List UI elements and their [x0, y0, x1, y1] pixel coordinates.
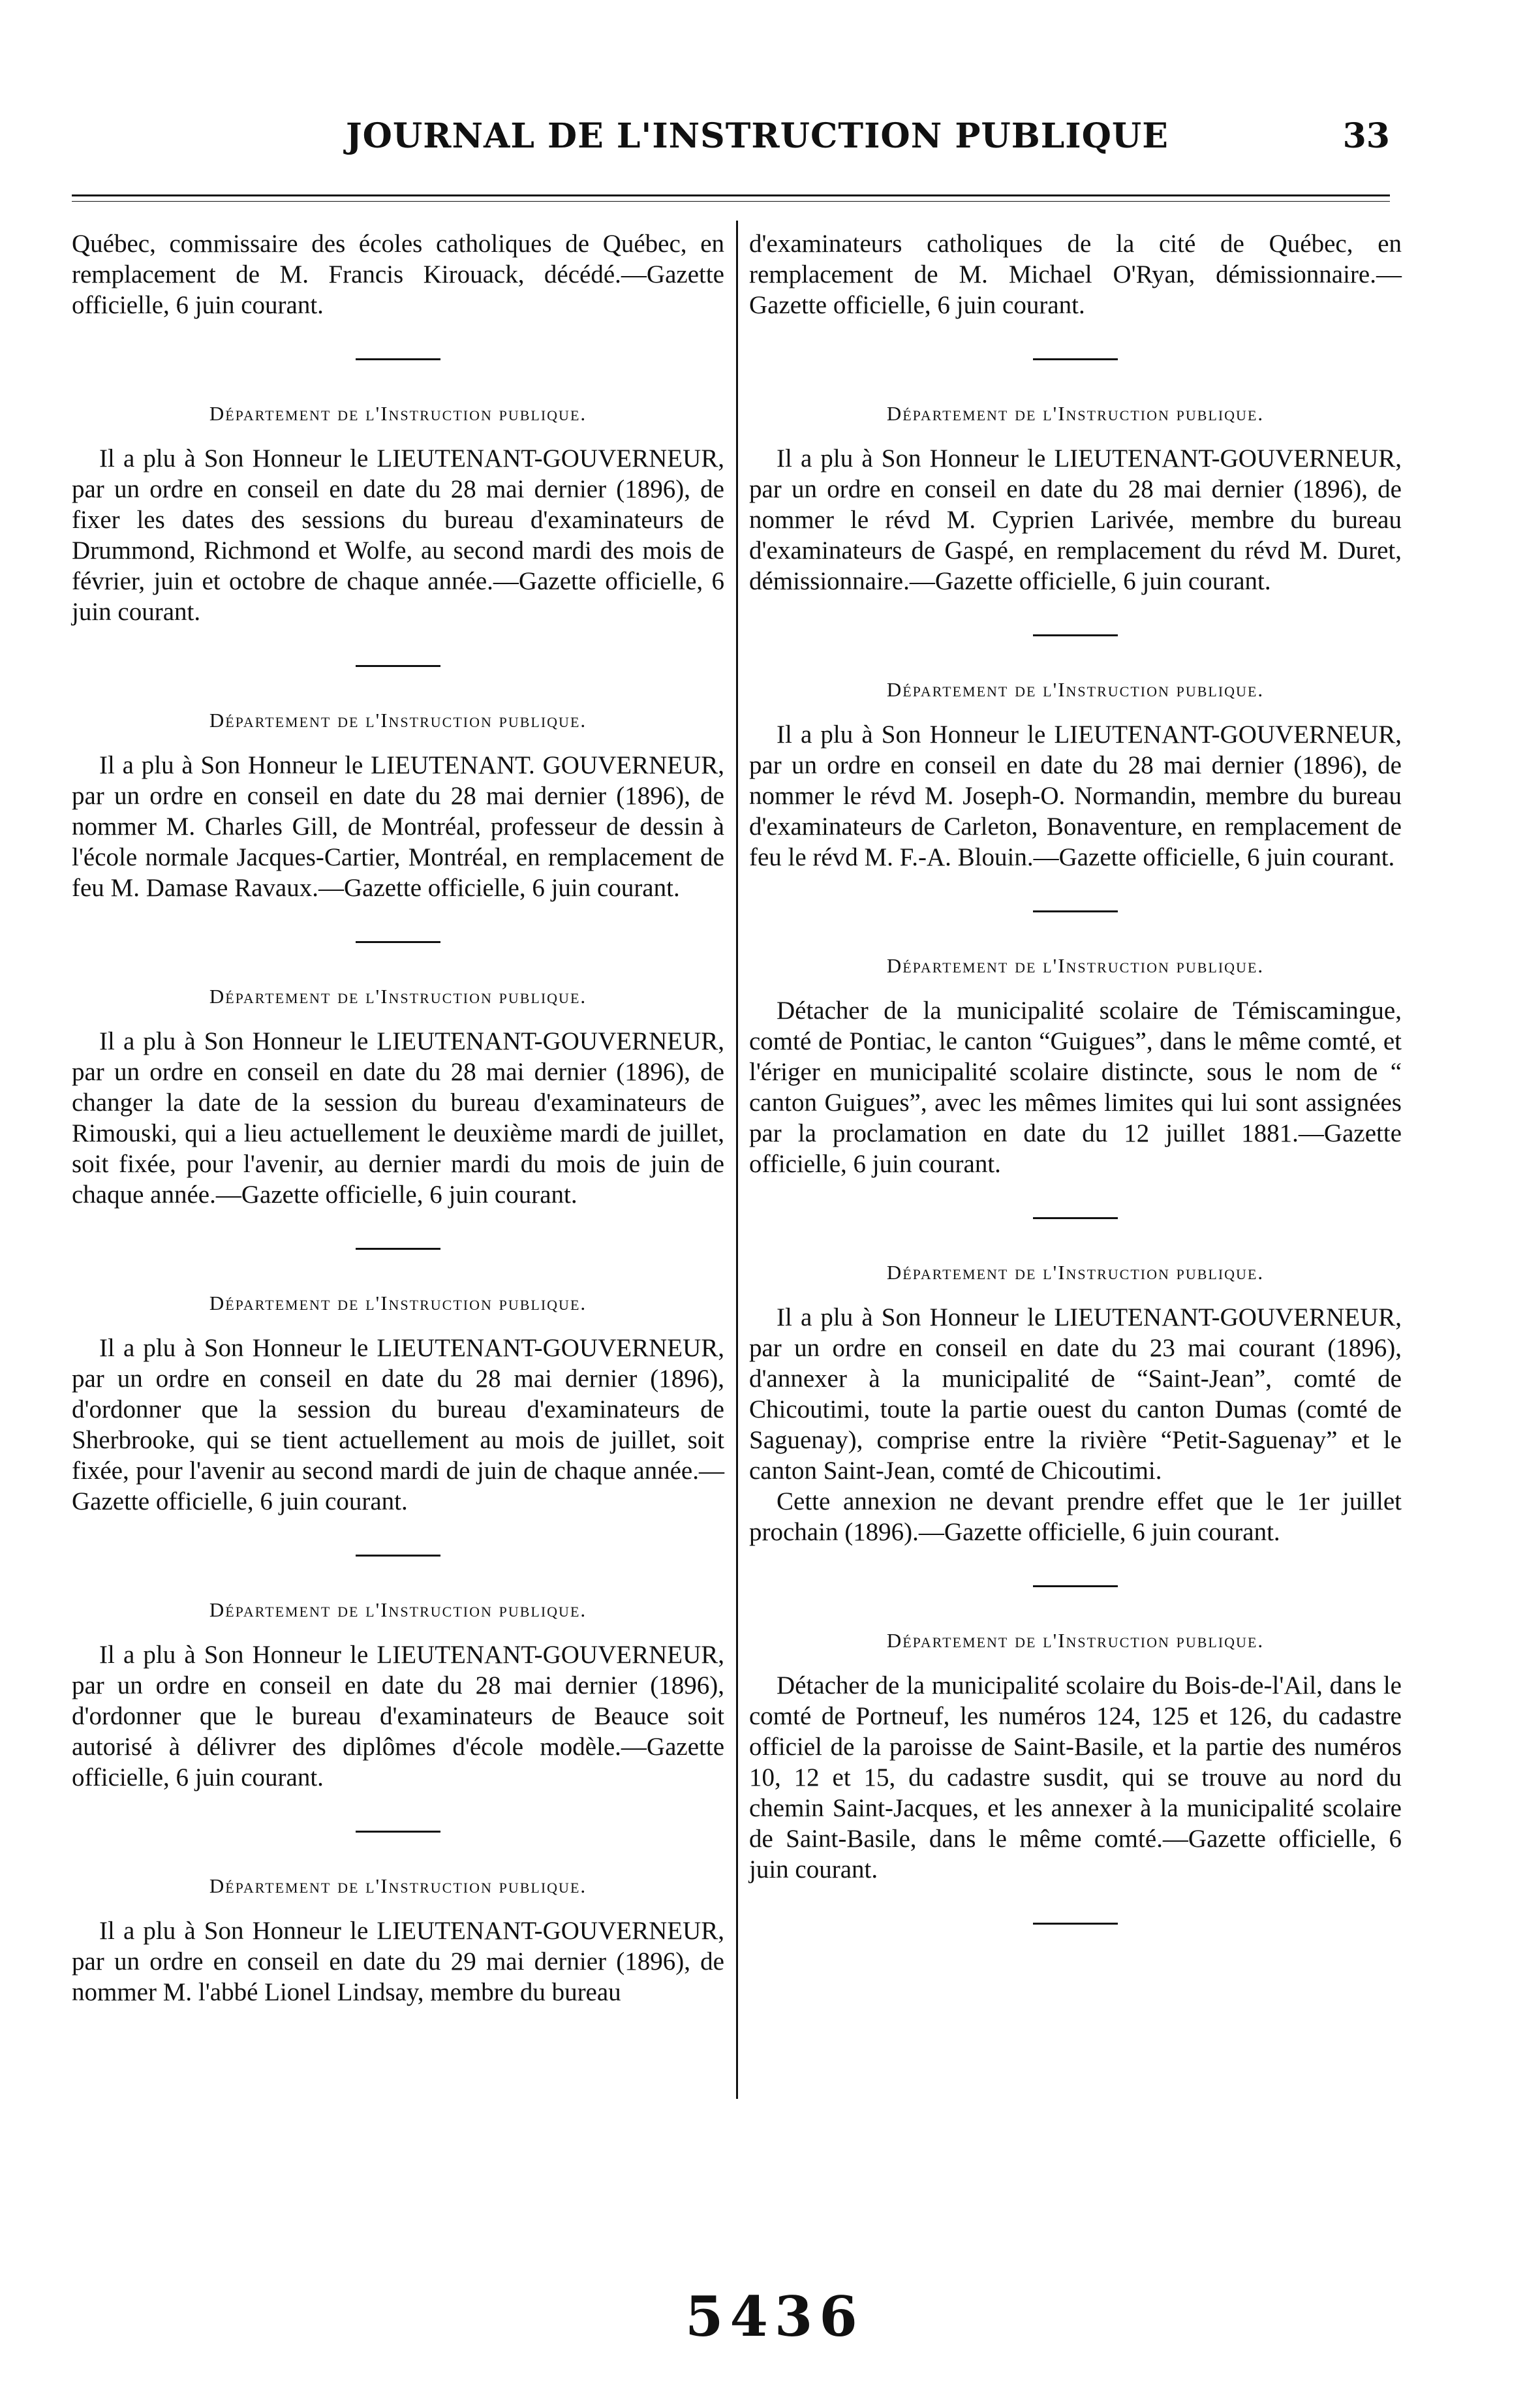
journal-title: JOURNAL DE L'INSTRUCTION PUBLIQUE	[346, 116, 1169, 156]
separator	[1033, 910, 1118, 912]
notice-paragraph: Il a plu à Son Honneur le LIEUTENANT-GOUVERNEUR, par un ordre en conseil en date du 29 mai dernier (1896), de nommer M. l'abbé Lionel Lindsay, membre du bureau	[72, 1917, 724, 2006]
notice-paragraph: Détacher de la municipalité scolaire du Bois-de-l'Ail, dans le comté de Portneuf, les numéros 124, 125 et 126, du cadastre officiel de la paroisse de Saint-Basile, et la partie des numéros 10, 12 et 15, du cadastre susdit, qui se trouve au nord du chemin Saint-Jacques, et les annexer à la municipalité scolaire de Saint-Basile, dans le même comté.—Gazette officielle, 6 juin courant.	[749, 1671, 1402, 1884]
column-divider	[736, 221, 738, 2099]
department-heading: Département de l'Instruction publique.	[209, 709, 587, 732]
notice-paragraph: Cette annexion ne devant prendre effet que le 1er juillet prochain (1896).—Gazette officielle, 6 juin courant.	[749, 1487, 1402, 1546]
notice-paragraph: Il a plu à Son Honneur le LIEUTENANT. GOUVERNEUR, par un ordre en conseil en date du 28 mai dernier (1896), de nommer M. Charles Gill, de Montréal, professeur de dessin à l'école normale Jacques-Cartier, Montréal, en remplacement de feu M. Damase Ravaux.—Gazette officielle, 6 juin courant.	[72, 751, 724, 902]
left-column	[72, 228, 724, 2008]
notice-paragraph: Il a plu à Son Honneur le LIEUTENANT-GOUVERNEUR, par un ordre en conseil en date du 28 mai dernier (1896), de fixer les dates des sessions du bureau d'examinateurs de Drummond, Richmond et Wolfe, au second mardi des mois de février, juin et octobre de chaque année.—Gazette officielle, 6 juin courant.	[72, 444, 724, 626]
notice-paragraph: d'examinateurs catholiques de la cité de Québec, en remplacement de M. Michael O'Ryan, démissionnaire.—Gazette officielle, 6 juin courant.	[749, 230, 1402, 319]
separator	[1033, 1923, 1118, 1925]
department-heading: Département de l'Instruction publique.	[209, 1292, 587, 1314]
separator	[356, 1248, 440, 1250]
notice-paragraph: Il a plu à Son Honneur le LIEUTENANT-GOUVERNEUR, par un ordre en conseil en date du 23 mai courant (1896), d'annexer à la municipalité de “Saint-Jean”, comté de Chicoutimi, toute la partie ouest du canton Dumas (comté de Saguenay), comprise entre la rivière “Petit-Saguenay” et le canton Saint-Jean, comté de Chicoutimi.	[749, 1303, 1402, 1485]
separator	[356, 358, 440, 360]
header-rule	[72, 194, 1390, 196]
separator	[356, 1831, 440, 1833]
separator	[356, 1555, 440, 1557]
separator	[1033, 634, 1118, 636]
department-heading: Département de l'Instruction publique.	[209, 1598, 587, 1621]
department-heading: Département de l'Instruction publique.	[209, 1874, 587, 1897]
department-heading: Département de l'Instruction publique.	[886, 678, 1265, 701]
notice-paragraph: Il a plu à Son Honneur le LIEUTENANT-GOUVERNEUR, par un ordre en conseil en date du 28 mai dernier (1896), de changer la date de la session du bureau d'examinateurs de Rimouski, qui a lieu actuellement le deuxième mardi de juillet, soit fixée, pour l'avenir, au dernier mardi du mois de juin de chaque année.—Gazette officielle, 6 juin courant.	[72, 1027, 724, 1209]
separator	[356, 941, 440, 943]
notice-paragraph: Il a plu à Son Honneur le LIEUTENANT-GOUVERNEUR, par un ordre en conseil en date du 28 mai dernier (1896), de nommer le révd M. Cyprien Larivée, membre du bureau d'examinateurs de Gaspé, en remplacement du révd M. Duret, démissionnaire.—Gazette officielle, 6 juin courant.	[749, 444, 1402, 595]
footer-page-number: 5436	[685, 2284, 864, 2349]
department-heading: Département de l'Instruction publique.	[209, 985, 587, 1008]
department-heading: Département de l'Instruction publique.	[886, 954, 1265, 977]
header-rule-thin	[72, 201, 1390, 202]
department-heading: Département de l'Instruction publique.	[209, 402, 587, 425]
notice-paragraph: Québec, commissaire des écoles catholiques de Québec, en remplacement de M. Francis Kirouack, décédé.—Gazette officielle, 6 juin courant.	[72, 230, 724, 319]
notice-paragraph: Il a plu à Son Honneur le LIEUTENANT-GOUVERNEUR, par un ordre en conseil en date du 28 mai dernier (1896), de nommer le révd M. Joseph-O. Normandin, membre du bureau d'examinateurs de Carleton, Bonaventure, en remplacement de feu le révd M. F.-A. Blouin.—Gazette officielle, 6 juin courant.	[749, 721, 1402, 871]
department-heading: Département de l'Instruction publique.	[886, 402, 1265, 425]
department-heading: Département de l'Instruction publique.	[886, 1261, 1265, 1284]
separator	[1033, 1585, 1118, 1587]
separator	[1033, 358, 1118, 360]
separator	[356, 665, 440, 667]
notice-paragraph: Détacher de la municipalité scolaire de Témiscamingue, comté de Pontiac, le canton “Guigues”, dans le même comté, et l'ériger en municipalité scolaire distincte, sous le nom de “ canton Guigues”, avec les mêmes limites qui lui sont assignées par la proclamation en date du 12 juillet 1881.—Gazette officielle, 6 juin courant.	[749, 997, 1402, 1178]
page-header	[72, 116, 1390, 175]
department-heading: Département de l'Instruction publique.	[886, 1629, 1265, 1652]
notice-paragraph: Il a plu à Son Honneur le LIEUTENANT-GOUVERNEUR, par un ordre en conseil en date du 28 mai dernier (1896), d'ordonner que le bureau d'examinateurs de Beauce soit autorisé à délivrer des diplômes d'école modèle.—Gazette officielle, 6 juin courant.	[72, 1641, 724, 1791]
notice-paragraph: Il a plu à Son Honneur le LIEUTENANT-GOUVERNEUR, par un ordre en conseil en date du 28 mai dernier (1896), d'ordonner que la session du bureau d'examinateurs de Sherbrooke, qui se tient actuellement au mois de juillet, soit fixée, pour l'avenir au second mardi de juin de chaque année.—Gazette officielle, 6 juin courant.	[72, 1334, 724, 1515]
page-number: 33	[1342, 116, 1390, 156]
right-column	[749, 228, 1402, 1962]
separator	[1033, 1217, 1118, 1219]
